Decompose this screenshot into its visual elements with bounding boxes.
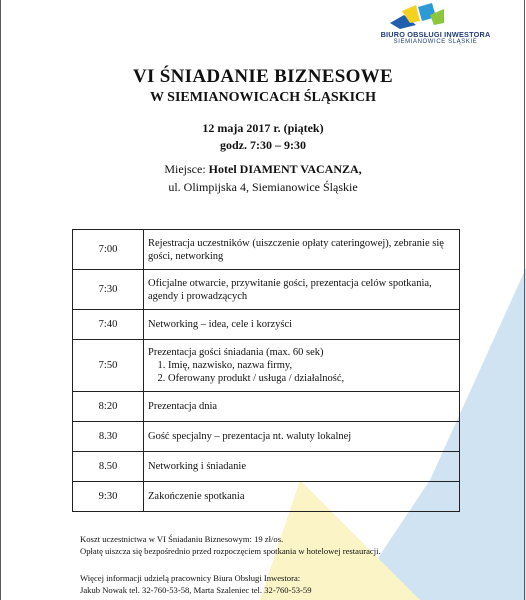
- agenda-description: Zakończenie spotkania: [144, 482, 460, 512]
- venue-name: Hotel DIAMENT VACANZA,: [208, 162, 362, 176]
- agenda-time: 7:50: [73, 340, 144, 392]
- agenda-time: 9:30: [73, 482, 144, 512]
- agenda-description: Rejestracja uczestników (uiszczenie opłaty cateringowej), zebranie się gości, networking: [144, 230, 460, 270]
- event-date: 12 maja 2017 r. (piątek): [202, 121, 324, 135]
- agenda-description-text: Prezentacja gości śniadania (max. 60 sek): [148, 347, 324, 358]
- table-row: [73, 270, 460, 310]
- venue-label: Miejsce:: [164, 162, 206, 176]
- agenda-sublist: [148, 359, 455, 385]
- fee-info: [80, 533, 381, 557]
- event-subtitle: W SIEMIANOWICACH ŚLĄSKICH: [149, 90, 377, 105]
- list-item: 2. Oferowany produkt / usługa / działalność,: [168, 372, 455, 385]
- info-text: Więcej informacji udzielą pracownicy Biura Obsługi Inwestora:: [80, 573, 301, 583]
- agenda-description: Oficjalne otwarcie, przywitanie gości, prezentacja celów spotkania, agendy i prowadzących: [144, 270, 460, 310]
- agenda-description: Networking – idea, cele i korzyści: [144, 310, 460, 340]
- table-row: [73, 482, 460, 512]
- table-row: [73, 230, 460, 270]
- table-row: [73, 310, 460, 340]
- agenda-time: 7:00: [73, 230, 144, 270]
- agenda-table: [72, 229, 460, 512]
- agenda-time: 7:30: [73, 270, 144, 310]
- table-row: [73, 340, 460, 392]
- agenda-time: 8.50: [73, 452, 144, 482]
- logo-subtitle: SIEMIANOWICE ŚLĄSKIE: [393, 39, 478, 45]
- agenda-time: 7:40: [73, 310, 144, 340]
- fee-text: Koszt uczestnictwa w VI Śniadaniu Biznesowym: 19 zł/os.: [80, 534, 284, 544]
- payment-text: Opłatę uiszcza się bezpośrednio przed rozpoczęciem spotkania w hotelowej restauracji.: [80, 546, 381, 556]
- table-row: [73, 422, 460, 452]
- contact-info: [80, 572, 312, 596]
- event-title: VI ŚNIADANIE BIZNESOWE: [132, 66, 393, 87]
- list-item: 1. Imię, nazwisko, nazwa firmy,: [168, 359, 455, 372]
- event-time: godz. 7:30 – 9:30: [220, 138, 306, 152]
- venue-line: [0, 162, 526, 177]
- agenda-description: [144, 340, 460, 392]
- agenda-description: Gość specjalny – prezentacja nt. waluty lokalnej: [144, 422, 460, 452]
- table-row: [73, 392, 460, 422]
- logo-name: BIURO OBSŁUGI INWESTORA: [380, 30, 491, 39]
- contacts-text: Jakub Nowak tel. 32-760-53-58, Marta Szaleniec tel. 32-760-53-59: [80, 585, 312, 595]
- agenda-description: Prezentacja dnia: [144, 392, 460, 422]
- agenda-time: 8.30: [73, 422, 144, 452]
- venue-address: ul. Olimpijska 4, Siemianowice Śląskie: [168, 180, 358, 194]
- agenda-description: Networking i śniadanie: [144, 452, 460, 482]
- table-row: [73, 452, 460, 482]
- agenda-time: 8:20: [73, 392, 144, 422]
